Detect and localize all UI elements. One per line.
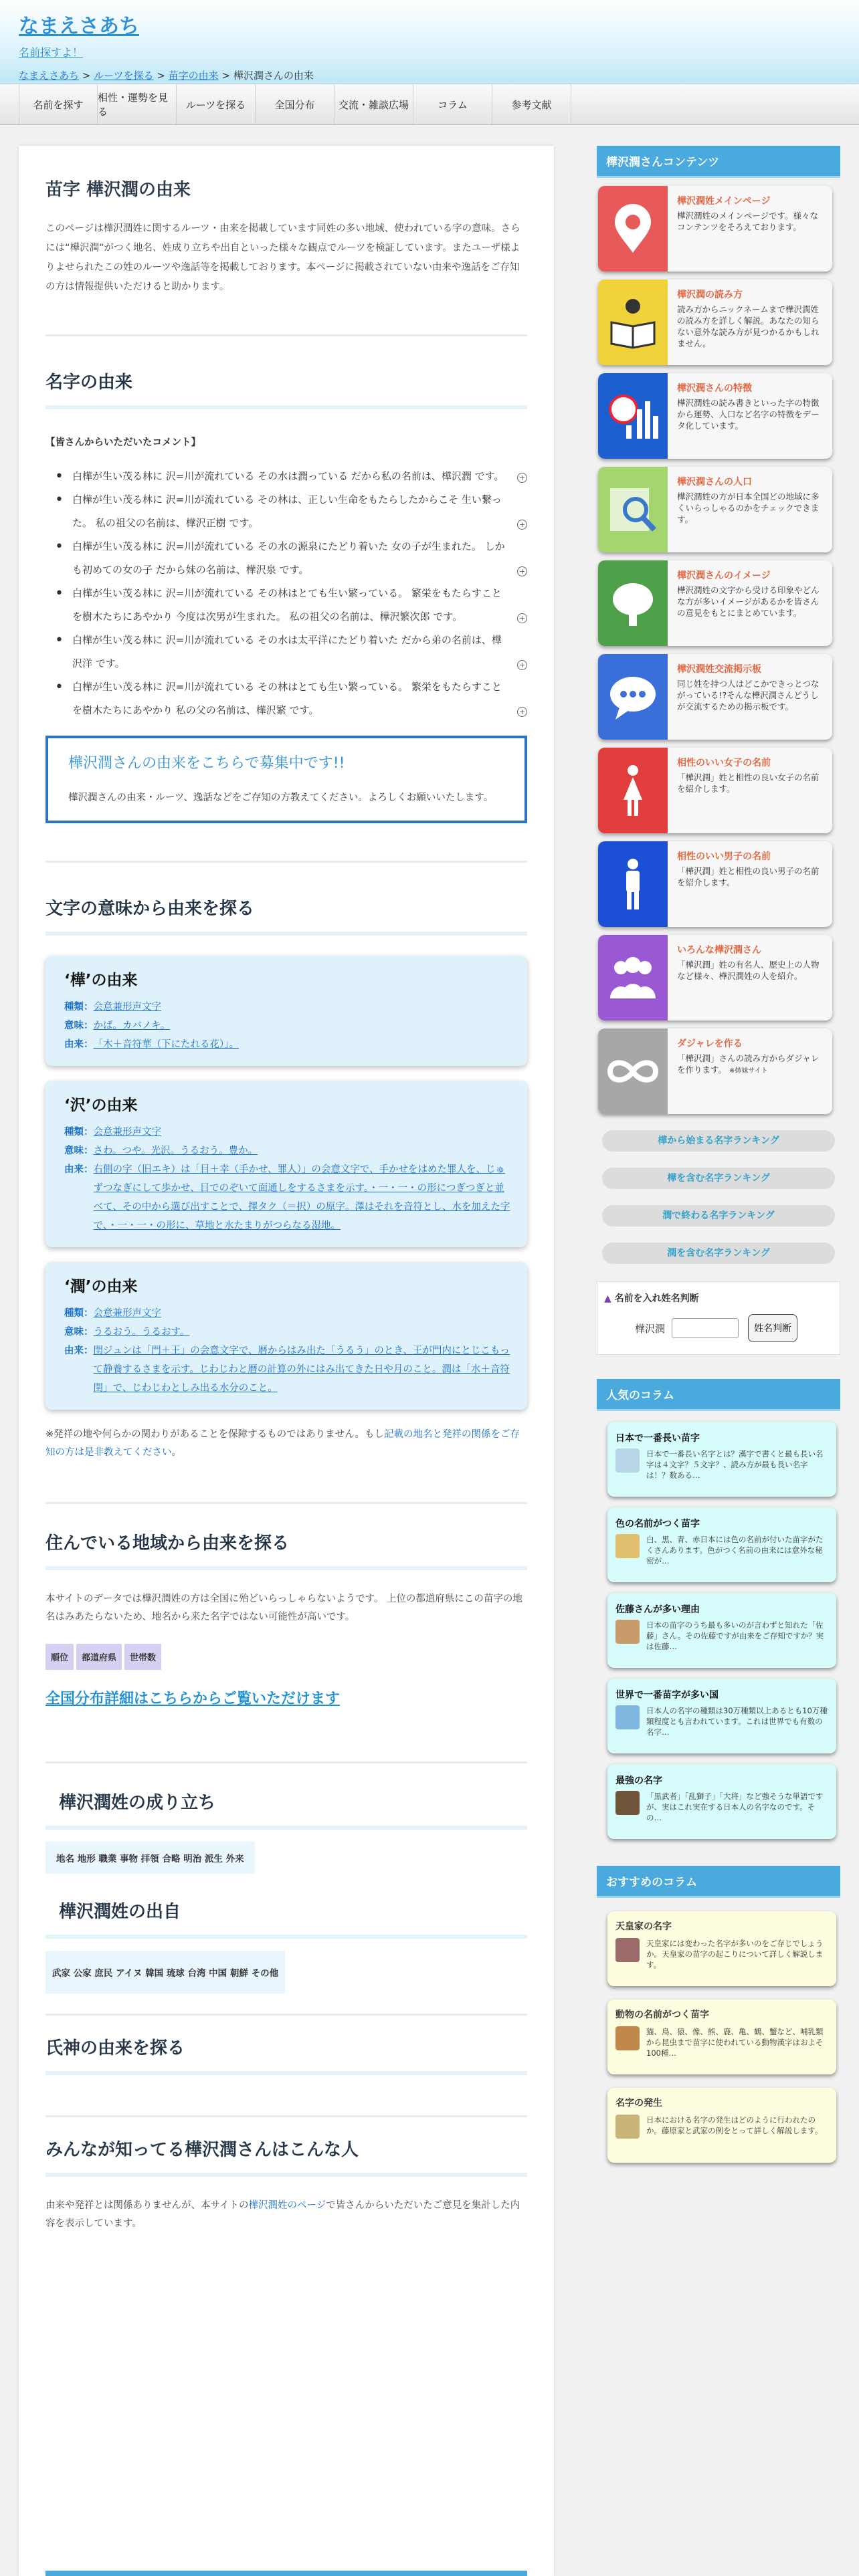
column-title: 最強の名字: [615, 1776, 662, 1786]
card-desc: 樺沢潤姓のメインページです。様々なコンテンツをそろえております。: [677, 211, 819, 232]
column-desc: 白、黒、青、赤日本には色の名前が付いた苗字がたくさんあります。色がつく名前の由来には意外な秘密が…: [646, 1535, 824, 1566]
expand-icon[interactable]: +: [517, 473, 527, 483]
column-thumbnail: [615, 2115, 640, 2139]
sidebar-content-card[interactable]: [598, 186, 832, 272]
site-header: [0, 0, 859, 84]
kanji-origin-link[interactable]: 「木＋音符華（下にたれる花）」。: [93, 1039, 239, 1050]
name-judge-surname: 樺沢潤: [635, 1322, 666, 1335]
kanji-origin-link[interactable]: 右側の字（旧エキ）は「目＋幸（手かせ、罪人）」の会意文字で、手かせをはめた罪人を、じゅずつなぎにして歩かせ、目でのぞいて面通しをするさまを示す。・一・一・の形につぎつぎと並べて、その中から選び出すことで、擇タク（＝択）の原字。澤はそれを音符とし、水を加えた字で、・一・一・の形に、草地と水たまりがつらなる湿地。: [93, 1164, 510, 1231]
card-desc: 「樺沢潤」さんの読み方からダジャレを作ります。 ※姉妹サイト: [677, 1053, 820, 1075]
column-title: 色の名前がつく苗字: [615, 1519, 700, 1529]
list-item: • 白樺が生い茂る林に 沢=川が流れている その水の源泉にたどり着いた 女の子が生まれた。 しかも初めての女の子 だから妹の名前は、樺沢泉 です。 +: [45, 535, 527, 582]
column-title: 佐藤さんが多い理由: [615, 1604, 700, 1615]
lineage-tags: 武家 公家 庶民 アイヌ 韓国 琉球 台湾 中国 朝鮮 その他: [45, 1951, 285, 1994]
popular-column-card[interactable]: [607, 1422, 836, 1497]
expand-icon[interactable]: +: [517, 520, 527, 530]
recommend-column-card[interactable]: [607, 1911, 836, 1986]
kanji-card-title: ‘潤’の由来: [64, 1278, 138, 1295]
card-desc: 同じ姓を持つ人はどこかできっとつながっている!?そんな樺沢潤さんどうしが交流するための掲示板です。: [677, 679, 820, 712]
column-title: 日本で一番長い苗字: [615, 1433, 700, 1444]
female-icon: [598, 748, 668, 833]
sidebar-content-card[interactable]: [598, 280, 832, 365]
card-desc: 樺沢潤姓の文字から受ける印象やどんな方が多いイメージがあるかを皆さんの意見をもとにまとめています。: [677, 585, 820, 618]
kanji-card-title: ‘沢’の由来: [64, 1097, 138, 1114]
kanji-meaning-link[interactable]: さわ。つや。光沢。うるおう。豊か。: [93, 1146, 258, 1156]
section-title-origin: 名字の由来: [45, 356, 527, 409]
sidebar-content-card[interactable]: [598, 560, 832, 646]
column-thumbnail: [615, 1620, 640, 1644]
global-nav: [0, 84, 859, 125]
card-title: 樺沢潤姓メインページ: [677, 196, 771, 207]
column-desc: 日本人の名字の種類は30万種類以上あるとも10万種類程度とも言われています。これは世界でも有数の名字…: [646, 1706, 828, 1737]
column-thumbnail: [615, 1938, 640, 1962]
comment-list: [45, 465, 527, 722]
card-title: 樺沢潤さんのイメージ: [677, 570, 771, 581]
table-header-cell: 順位: [45, 1644, 74, 1670]
head-tree-icon: [598, 560, 668, 646]
popular-column-card[interactable]: [607, 1679, 836, 1753]
expand-icon[interactable]: +: [517, 566, 527, 576]
expand-icon[interactable]: +: [517, 613, 527, 623]
ranking-button[interactable]: 潤を含む名字ランキング: [602, 1243, 835, 1264]
list-item: • 白樺が生い茂る林に 沢=川が流れている その林はとても生い繁っている。 繁栄をもたらすことを樹木たちにあやかり 今度は次男が生まれた。 私の祖父の名前は、樺沢繁次郎 です。 +: [45, 582, 527, 629]
kanji-note: ※発祥の地や何らかの関わりがあることを保障するものではありません。もし記載の地名と発祥の関係をご存知の方は是非教えてください。: [45, 1429, 520, 1458]
column-thumbnail: [615, 1534, 640, 1558]
sidebar-content-card[interactable]: [598, 841, 832, 927]
card-title: 相性のいい女子の名前: [677, 758, 771, 768]
table-header-cell: 世帯数: [124, 1644, 161, 1670]
sidebar-heading-contents: 樺沢潤さんコンテンツ: [597, 146, 840, 178]
ranking-button[interactable]: 樺から始まる名字ランキング: [602, 1130, 835, 1152]
section-title-region: 住んでいる地域から由来を探る: [45, 1517, 527, 1570]
site-tagline[interactable]: 名前探すよ！: [19, 46, 84, 59]
main-content: [19, 146, 554, 2576]
nav-item-compatibility[interactable]: 相性・運勢を見る: [98, 84, 177, 124]
kanji-type-link[interactable]: 会意兼形声文字: [93, 1127, 161, 1138]
card-title: ダジャレを作る: [677, 1039, 743, 1049]
column-desc: 日本の苗字のうち最も多いのが言わずと知れた「佐藤」さん。その佐藤ですが由来をご存知ですか？実は佐藤…: [646, 1620, 824, 1651]
expand-icon[interactable]: +: [517, 707, 527, 717]
sidebar-content-card[interactable]: [598, 654, 832, 740]
nav-item-distribution[interactable]: 全国分布: [256, 84, 335, 124]
recruit-box: [45, 736, 527, 823]
kanji-type-link[interactable]: 会意兼形声文字: [93, 1002, 161, 1012]
male-icon: [598, 841, 668, 927]
kanji-note-link[interactable]: 記載の地名と発祥の関係をご存知の方は是非教えてください: [45, 1429, 520, 1458]
region-text: 本サイトのデータでは樺沢潤姓の方は全国に殆どいらっしゃらないようです。 上位の都道府県にこの苗字の地名はみあたらないため、地名から来た名字ではない可能性が高いです。: [45, 1594, 522, 1622]
sidebar-content-card[interactable]: [598, 467, 832, 552]
chart-icon: [598, 373, 668, 459]
section-title-famous: みんなが知ってる樺沢潤さんはこんな人: [45, 2124, 527, 2177]
column-desc: 日本で一番長い名字とは？漢字で書くと最も長い名字は４文字？５文字？、読み方が最も長い名字は！？数ある…: [646, 1449, 824, 1480]
divider: [45, 2115, 527, 2117]
hat-icon: ▲: [604, 1293, 615, 1304]
kanji-type-link[interactable]: 会意兼形声文字: [93, 1308, 161, 1319]
popular-column-card[interactable]: [607, 1764, 836, 1839]
card-title: 樺沢潤姓交流掲示板: [677, 664, 761, 675]
list-item: • 白樺が生い茂る林に 沢=川が流れている その水は潤っている だから私の名前は、樺沢潤 です。 +: [45, 465, 527, 488]
sidebar-content-card[interactable]: [598, 935, 832, 1021]
card-title: 相性のいい男子の名前: [677, 851, 771, 862]
card-title: 樺沢潤の読み方: [677, 290, 743, 300]
sidebar-content-card[interactable]: [598, 748, 832, 833]
card-title: 樺沢潤さんの人口: [677, 477, 752, 488]
given-name-input[interactable]: [672, 1318, 739, 1338]
table-header-cell: 都道府県: [76, 1644, 122, 1670]
card-desc: 「樺沢潤」姓と相性の良い女子の名前を紹介します。: [677, 772, 820, 794]
sidebar-content-card[interactable]: [598, 1029, 832, 1114]
column-desc: 猫、鳥、猿、像、熊、鹿、亀、鶴、蟹など、哺乳類から昆虫まで苗字に使われている動物漢字はおよそ100種…: [646, 2027, 824, 2058]
list-item: • 白樺が生い茂る林に 沢=川が流れている その水は太平洋にたどり着いた だから弟の名前は、樺沢洋 です。 +: [45, 629, 527, 675]
sidebar: [597, 146, 840, 2163]
book-icon: [598, 280, 668, 365]
card-title: いろんな樺沢潤さん: [677, 945, 761, 956]
column-title: 世界で一番苗字が多い国: [615, 1690, 719, 1701]
card-desc: 「樺沢潤」姓と相性の良い男子の名前を紹介します。: [677, 866, 820, 887]
list-item: • 白樺が生い茂る林に 沢=川が流れている その林は、正しい生命をもたらしたからこそ 生い繋った。 私の祖父の名前は、樺沢正樹 です。 +: [45, 488, 527, 535]
recommend-column-card[interactable]: [607, 2000, 836, 2074]
breadcrumb-roots[interactable]: ルーツを探る: [94, 70, 154, 82]
breadcrumb-home[interactable]: なまえさあち: [19, 70, 80, 82]
nav-item-references[interactable]: 参考文献: [492, 84, 571, 124]
column-title: 名字の発生: [615, 2098, 662, 2109]
kanji-meaning-link[interactable]: かば。カバノキ。: [93, 1021, 171, 1031]
nav-item-search[interactable]: 名前を探す: [19, 84, 98, 124]
magnifier-icon: [598, 467, 668, 552]
speech-bubble-icon: [598, 654, 668, 740]
divider: [45, 2014, 527, 2016]
column-desc: 日本における名字の発生はどのように行われたのか。藤原家と武家の例をとって詳しく解説します。: [646, 2115, 823, 2135]
breadcrumb-origin[interactable]: 苗字の由来: [168, 70, 219, 82]
name-judge-title: ▲ 名前を入れ姓名判断: [604, 1293, 699, 1304]
recruit-link[interactable]: 樺沢潤さんの由来をこちらで募集中です!!: [68, 755, 345, 772]
ranking-button[interactable]: 樺を含む名字ランキング: [602, 1168, 835, 1189]
section-title-lineage: 樺沢潤姓の出自: [45, 1886, 527, 1939]
nav-item-forum[interactable]: 交流・雑談広場: [335, 84, 413, 124]
people-icon: [598, 935, 668, 1021]
column-title: 動物の名前がつく苗字: [615, 2010, 709, 2020]
kanji-card: ‘沢’の由来 種類： 会意兼形声文字 意味： さわ。つや。光沢。うるおう。豊か。 由来： 右側の字（旧エキ）は「目＋幸（手かせ、罪人）」の会意文字で、手かせをはめた罪人を、じゅずつなぎにして歩かせ、目でのぞいて面通しをするさまを示す。・一・一・の形につぎつぎと並べて、その中から選び出すことで、擇タク（＝択）の原字。澤はそれを音符とし、水を加えた字で、・一・一・の形に、草地と水たまりがつらなる湿地。: [45, 1081, 527, 1247]
infinity-icon: [598, 1029, 668, 1114]
column-thumbnail: [615, 1448, 640, 1473]
column-thumbnail: [615, 1791, 640, 1815]
card-title: 樺沢潤さんの特徴: [677, 383, 752, 394]
column-thumbnail: [615, 2026, 640, 2050]
name-judge-button[interactable]: 姓名判断: [748, 1314, 797, 1342]
kanji-card: ‘樺’の由来 種類： 会意兼形声文字 意味： かば。カバノキ。 由来： 「木＋音符華（下にたれる花）」。: [45, 956, 527, 1066]
map-pin-icon: [598, 186, 668, 272]
column-title: 天皇家の名字: [615, 1921, 672, 1932]
divider: [45, 861, 527, 863]
divider: [45, 334, 527, 336]
comments-heading: 【皆さんからいただいたコメント】: [45, 437, 201, 448]
nav-item-column[interactable]: コラム: [413, 84, 492, 124]
list-item: • 白樺が生い茂る林に 沢=川が流れている その林はとても生い繁っている。 繁栄をもたらすことを樹木たちにあやかり 私の父の名前は、樺沢繁 です。 +: [45, 675, 527, 722]
divider: [45, 1761, 527, 1763]
page-title: 苗字 樺沢潤の由来: [45, 180, 191, 200]
section-title-ujigami: 氏神の由来を探る: [45, 2022, 527, 2075]
intro-text: このページは樺沢潤姓に関するルーツ・由来を掲載しています同姓の多い地域、使われている字の意味。さらには“樺沢潤”がつく地名、姓成り立ちや出自といった様々な観点でルーツを検証しています。またユーザ様よりよせられたこの姓のルーツや逸話等を掲載しております。本ページに掲載されていない由来や逸話をご存知の方は情報提供いただけると助かります。: [45, 223, 520, 292]
card-desc: 樺沢潤姓の読み書きといった字の特徴から運勢、人口など名字の特徴をデータ化しています。: [677, 398, 820, 431]
site-logo[interactable]: なまえさあち: [19, 15, 139, 38]
column-desc: 天皇家には変わった名字が多いのをご存じでしょうか。天皇家の苗字の起こりについて詳しく解説します。: [646, 1939, 824, 1969]
kanji-meaning-link[interactable]: うるおう。うるおす。: [93, 1327, 190, 1337]
card-desc: 樺沢潤姓の方が日本全国どの地域に多くいらっしゃるのかをチェックできます。: [677, 492, 820, 524]
breadcrumb: なまえさあち > ルーツを探る > 苗字の由来 > 樺沢潤さんの由来: [19, 70, 314, 82]
section-title-kanji: 文字の意味から由来を探る: [45, 883, 527, 936]
region-table-header: [45, 1644, 527, 1670]
ranking-button[interactable]: 潤で終わる名字ランキング: [602, 1205, 835, 1226]
kanji-origin-link[interactable]: 閏ジュンは「門＋王」の会意文字で、暦からはみ出た「うるう」のとき、王が門内にとじこもって静養するさまを示す。じわじわと暦の計算の外にはみ出てきた日や月のこと。潤は「水＋音符閏」で、じわじわとしみ出る水分のこと。: [93, 1346, 510, 1394]
expand-icon[interactable]: +: [517, 660, 527, 670]
formation-tags: 地名 地形 職業 事物 拝領 合略 明治 派生 外来: [45, 1842, 255, 1874]
divider: [45, 1502, 527, 1504]
recommend-column-card[interactable]: [607, 2088, 836, 2163]
name-judge-box: [597, 1281, 840, 1355]
nav-item-roots[interactable]: ルーツを探る: [177, 84, 256, 124]
card-desc: 読み方からニックネームまで樺沢潤姓の読み方を詳しく解説。あなたの知らない意外な読み方が見つかるかもしれません。: [677, 304, 820, 348]
column-thumbnail: [615, 1705, 640, 1729]
sidebar-heading-recommend: おすすめのコラム: [597, 1866, 840, 1898]
breadcrumb-current: 樺沢潤さんの由来: [233, 70, 314, 82]
section-title-formation: 樺沢潤姓の成り立ち: [45, 1777, 527, 1830]
card-desc: 「樺沢潤」姓の有名人、歴史上の人物など様々、樺沢潤姓の人を紹介。: [677, 960, 820, 981]
famous-link[interactable]: 樺沢潤姓のページ: [248, 2200, 326, 2211]
column-desc: 「黒武者」「乱獅子」「大将」など強そうな単語ですが、実はこれ実在する日本人の名字なのです。その…: [646, 1792, 824, 1822]
kanji-card: ‘潤’の由来 種類： 会意兼形声文字 意味： うるおう。うるおす。 由来： 閏ジュンは「門＋王」の会意文字で、暦からはみ出た「うるう」のとき、王が門内にとじこもって静養するさまを示す。じわじわと暦の計算の外にはみ出てきた日や月のこと。潤は「水＋音符閏」で、じわじわとしみ出る水分のこと。: [45, 1262, 527, 1410]
sidebar-content-card[interactable]: [598, 373, 832, 459]
distribution-detail-link[interactable]: 全国分布詳細はこちらからご覧いただけます: [45, 1691, 341, 1707]
recruit-text: 樺沢潤さんの由来・ルーツ、逸話などをご存知の方教えてください。よろしくお願いいたします。: [68, 792, 494, 803]
sidebar-heading-popular: 人気のコラム: [597, 1379, 840, 1411]
popular-column-card[interactable]: [607, 1593, 836, 1668]
bottom-bar: [45, 2571, 527, 2576]
famous-text: 由来や発祥とは関係ありませんが、本サイトの樺沢潤姓のページで皆さんからいただいたご意見を集計した内容を表示しています。: [45, 2200, 520, 2229]
popular-column-card[interactable]: [607, 1507, 836, 1582]
kanji-card-title: ‘樺’の由来: [64, 972, 138, 989]
